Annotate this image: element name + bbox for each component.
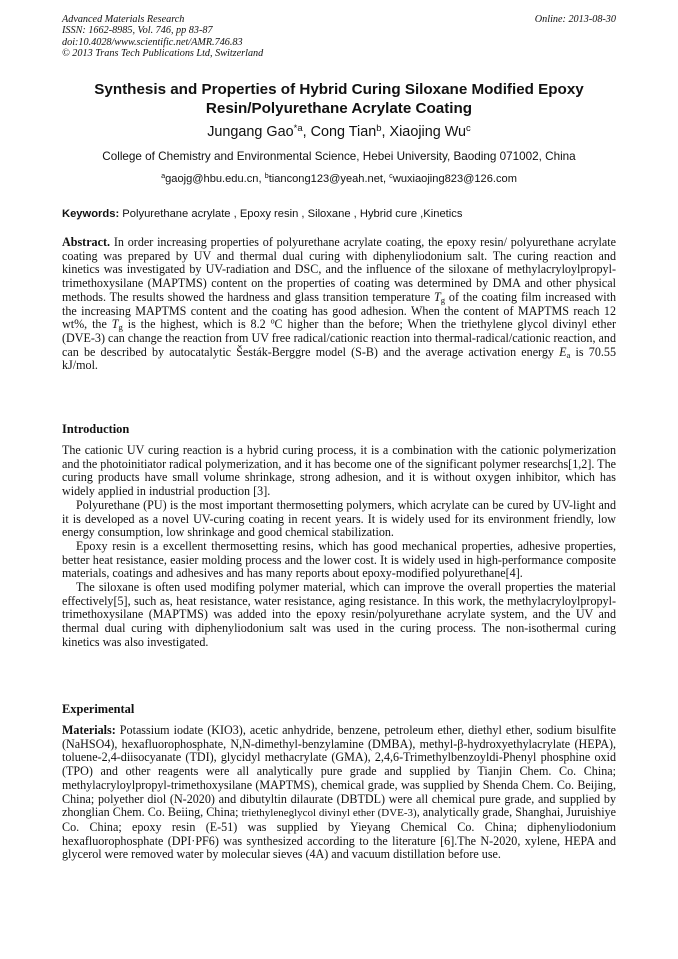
abstract-text: C higher than the before; When the triethylene glycol divinyl ether (DVE-3) can change the reaction from UV free radical/cationic reaction into thermal-radical/cationic reaction, and can be described by autocatalytic Šesták-Berggre model (S-B) and the average activation energy xyxy=(62,317,616,359)
ea-symbol: E xyxy=(559,344,567,359)
journal-doi: doi:10.4028/www.scientific.net/AMR.746.83 xyxy=(62,36,243,48)
intro-paragraph-2: Polyurethane (PU) is the most important thermosetting polymers, which acrylate can be cured by UV-light and it is developed as a novel UV-curing coating in recent years. It is widely used for its environment friendly, low energy consumption, low shrinkage and good chemical stabilization. xyxy=(62,497,616,540)
tg-symbol: T xyxy=(111,317,119,332)
degree-mark: o xyxy=(270,316,275,326)
title-line-1: Synthesis and Properties of Hybrid Curing Siloxane Modified Epoxy xyxy=(94,81,584,98)
journal-copyright: © 2013 Trans Tech Publications Ltd, Switzerland xyxy=(62,47,264,59)
experimental-heading: Experimental xyxy=(62,702,135,716)
intro-paragraph-4: The siloxane is often used modifing polymer material, which can improve the overall properties the material effectively[5], such as, heat resistance, water resistance, aging resistance. In this work, the methylacryloylpropyl-trimethoxysilane (MAPTMS) was added into the epoxy resin/polyurethane acrylate system, and the UV and thermal dual curing with diphenyliodonium salt was used in the curing process. The non-isothermal curing kinetics was also investigated. xyxy=(62,580,616,649)
abstract-label: Abstract. xyxy=(62,235,111,249)
affiliation: College of Chemistry and Environmental Science, Hebei University, Baoding 071002, China xyxy=(102,150,576,163)
author-emails xyxy=(62,172,616,186)
materials-text-small: triethyleneglycol divinyl ether (DVE-3) xyxy=(241,807,417,820)
author-3: Xiaojing Wu xyxy=(389,124,467,140)
materials-text: Potassium iodate (KIO3), acetic anhydride, benzene, petroleum ether, diethyl ether, sodium bisulfite (NaHSO4), hexafluorophosphate, N,N-dimethyl-benzylamine (DMBA), methyl-β-hydroxyethylacrylate (HEPA), toluene-2,4-diisocyanate (TDI), glycidyl methacrylate (GMA), 2,4,6-Trimethylbenzoyldi-Phenyl phosphine oxid (TPO) and other reagents were all analytically pure grade and supplied by Tianjin Chem. Co. China; methylacryloylpropyl-trimethoxysilane (MAPTMS), chemical grade, was supplied by Shenda Chem. Co. Beijing, China; polyether diol (N-2020) and dibutyltin dilaurate (DBTDL) were all chemical pure grade, and supplied by zhonglian Chem. Co. Beiing, China; xyxy=(62,723,616,820)
materials-label: Materials: xyxy=(62,723,116,737)
email-3: wuxiaojing823@126.com xyxy=(392,173,517,185)
abstract-text: is 70.55 kJ/mol. xyxy=(62,344,616,373)
tg-subscript: g xyxy=(118,322,123,333)
materials-paragraph xyxy=(62,724,616,862)
intro-paragraph-3: Epoxy resin is a excellent thermosetting resins, which has good mechanical properties, adhesive properties, better heat resistance, easier molding process and the lower cost. It is widely used in high-performance composite materials, coatings and adhesives and has many reports about epoxy-modified polyurethane[4]. xyxy=(62,538,616,581)
abstract-text: In order increasing properties of polyurethane acrylate coating, the epoxy resin/ polyurethane acrylate coating was prepared by UV and thermal dual curing with diphenyliodonium salt. The curing reaction and kinetics was investigated by UV-radiation and DSC, and the influence of the siloxane of methylacryloylpropyl-trimethoxysilane (MAPTMS) content on the properties of coating was determined by DMA and other physical methods. The results showed the hardness and glass transition temperature xyxy=(62,235,616,304)
tg-subscript: g xyxy=(440,294,446,305)
title-line-2: Resin/Polyurethane Acrylate Coating xyxy=(205,99,473,117)
email-2-mark: b xyxy=(264,170,269,180)
materials-text: , analytically grade, Shanghai, Juruishiye Co. China; epoxy resin (E-51) was supplied by Yieyang Chemical Co. China; diphenyliodonium hexafluorophosphate (DPI·PF6) was synthesized according to the literature [6].The N-2020, xylene, HEPA and glycerol were removed water by molecular sieves (4A) and vacuum distillation before use. xyxy=(62,805,617,862)
keywords-text: Polyurethane acrylate , Epoxy resin , Siloxane , Hybrid cure ,Kinetics xyxy=(119,208,463,220)
author-2-mark: b xyxy=(376,122,382,134)
journal-name: Advanced Materials Research xyxy=(62,14,185,25)
paper-title xyxy=(62,81,616,118)
keywords xyxy=(62,207,616,221)
introduction-body xyxy=(62,444,616,650)
author-3-mark: c xyxy=(466,122,471,134)
tg-symbol: T xyxy=(433,289,441,304)
author-2: Cong Tian xyxy=(310,124,377,140)
keywords-label: Keywords: xyxy=(62,208,120,220)
author-1: Jungang Gao xyxy=(207,124,294,140)
ea-subscript: a xyxy=(566,349,571,360)
journal-header xyxy=(62,14,616,59)
abstract xyxy=(62,236,616,373)
author-list xyxy=(62,123,616,141)
online-date: Online: 2013-08-30 xyxy=(534,14,616,25)
author-separator: , xyxy=(302,124,311,140)
email-1: gaojg@hbu.edu.cn, xyxy=(165,173,265,185)
author-1-mark: *a xyxy=(293,122,303,134)
introduction-heading: Introduction xyxy=(62,422,130,436)
email-1-mark: a xyxy=(161,170,166,180)
abstract-text: is the highest, which is 8.2 xyxy=(122,317,271,332)
abstract-text: of the coating film increased with the increasing MAPTMS content and the coating has good adhesion. When the content of MAPTMS reach 12 wt%, the xyxy=(62,289,617,332)
intro-paragraph-1: The cationic UV curing reaction is a hybrid curing process, it is a combination with the cationic polymerization and the photoinitiator radical polymerization, and it has become one of the significant polymer researchs[1,2]. The curing products have small volume shrinkage, strong adhesion, and it is without oxygen inhibitor, which has widely applied in industrial production [3]. xyxy=(62,443,616,499)
author-separator: , xyxy=(381,124,390,140)
email-3-mark: c xyxy=(389,170,393,180)
journal-issn: ISSN: 1662-8985, Vol. 746, pp 83-87 xyxy=(62,25,213,37)
email-2: tiancong123@yeah.net, xyxy=(268,173,390,185)
